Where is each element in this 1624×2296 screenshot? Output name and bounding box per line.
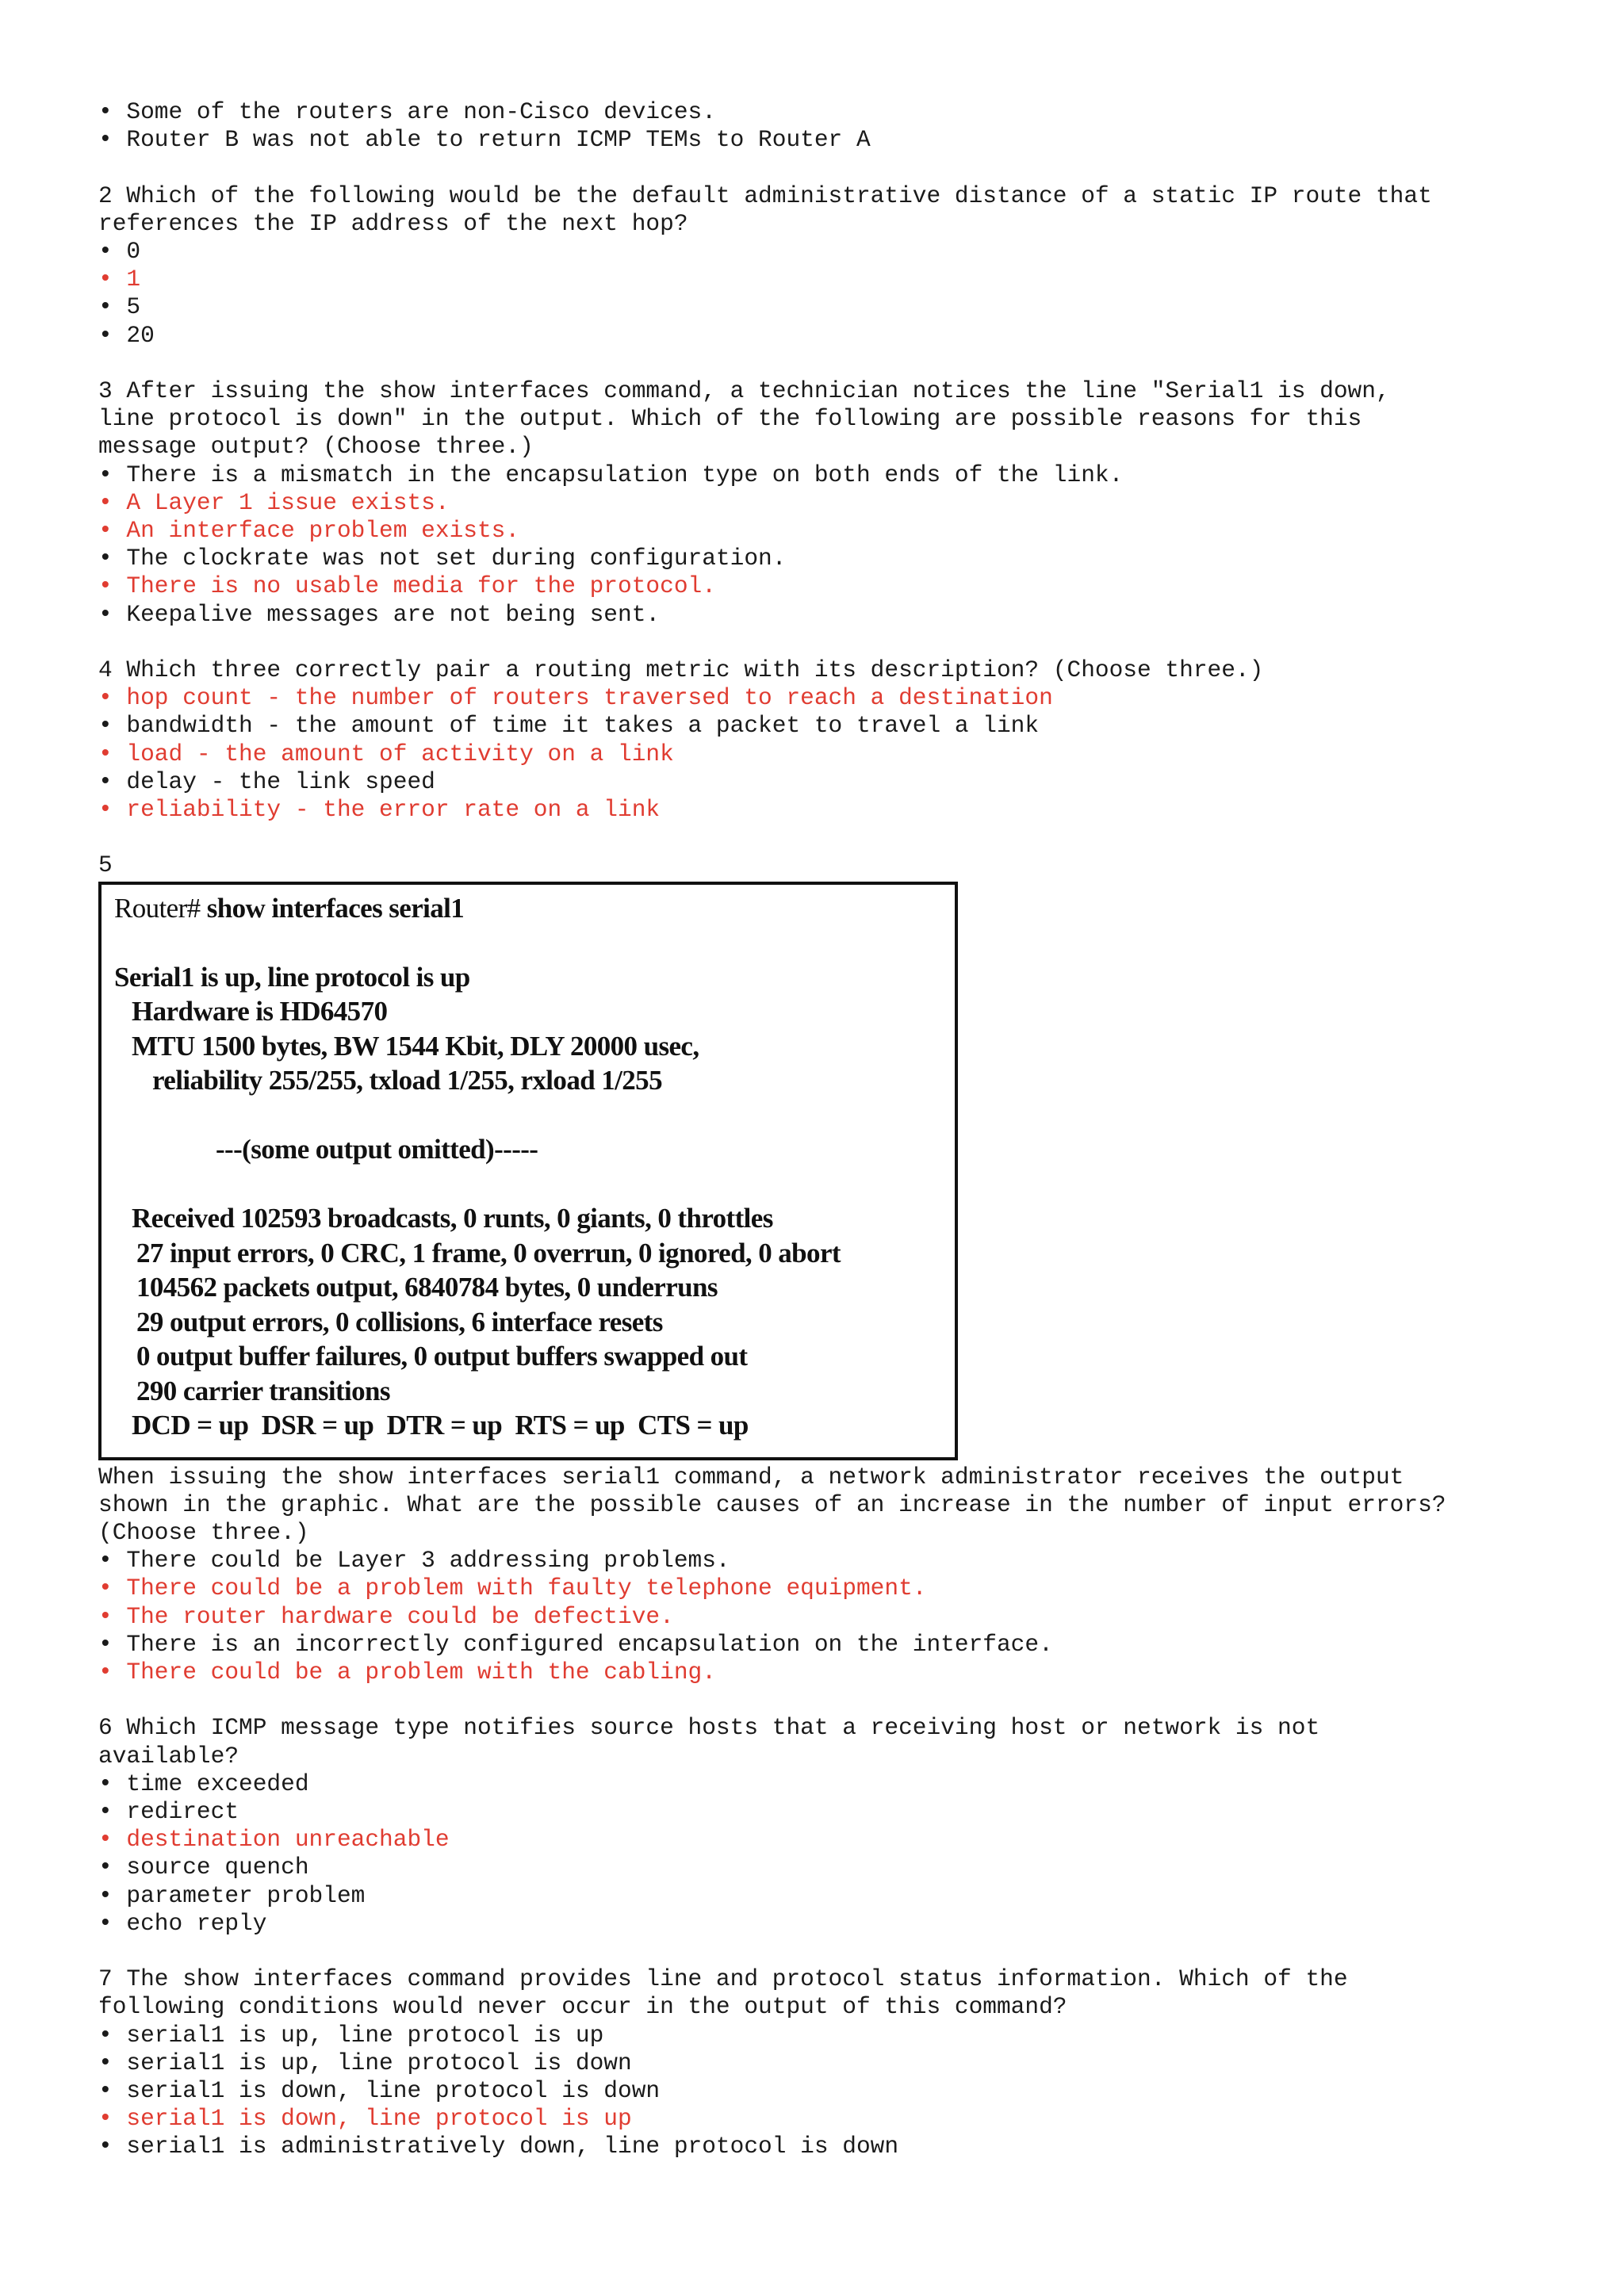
exhibit-command: show interfaces serial1 [206,892,465,924]
question-4 [98,656,1526,824]
answer-option: • There is a mismatch in the encapsulation type on both ends of the link. [98,461,1124,488]
question-text: 2 Which of the following would be the default administrative distance of a static IP route that [98,182,1432,209]
exhibit-output-errors: 29 output errors, 0 collisions, 6 interface resets [136,1306,663,1337]
correct-answer-option: • An interface problem exists. [98,517,520,545]
correct-answer-option: • There is no usable media for the protocol. [98,572,716,600]
exhibit-status: Serial1 is up, line protocol is up [114,961,470,993]
answer-option: • delay - the link speed [98,767,435,795]
correct-answer-option: • There could be a problem with the cabling. [98,1659,716,1686]
question-text: references the IP address of the next hop? [98,209,688,237]
correct-answer-option: • There could be a problem with faulty telephone equipment. [98,1575,927,1602]
exhibit-omitted: ---(some output omitted)----- [216,1134,538,1165]
answer-option: • 5 [98,293,141,321]
exhibit-mtu: MTU 1500 bytes, BW 1544 Kbit, DLY 20000 usec, [132,1030,699,1062]
answer-option: • parameter problem [98,1881,366,1909]
answer-option: • serial1 is down, line protocol is down [98,2077,661,2105]
answer-option: • source quench [98,1854,309,1881]
answer-option: • The clockrate was not set during configuration. [98,545,787,572]
question-2 [98,182,1526,350]
correct-answer-option: • destination unreachable [98,1826,450,1854]
question-text: line protocol is down" in the output. Which of the following are possible reasons for this [98,405,1362,433]
answer-option: • time exceeded [98,1770,309,1797]
previous-question-options [98,98,1526,154]
question-text: message output? (Choose three.) [98,433,534,461]
question-text: (Choose three.) [98,1519,309,1547]
question-5 [98,851,1526,1686]
correct-answer-option: • 1 [98,266,141,293]
exhibit-reliability: reliability 255/255, txload 1/255, rxload 1/255 [152,1065,662,1096]
answer-option: • redirect [98,1798,239,1826]
exhibit-command-line [114,891,955,926]
question-text: available? [98,1742,239,1770]
question-text: When issuing the show interfaces serial1 command, a network administrator receives the output [98,1463,1404,1490]
correct-answer-option: • A Layer 1 issue exists. [98,488,450,516]
question-text: 6 Which ICMP message type notifies source hosts that a receiving host or network is not [98,1714,1320,1742]
correct-answer-option: • The router hardware could be defective. [98,1602,674,1630]
correct-answer-option: • load - the amount of activity on a link [98,740,674,767]
answer-option: • echo reply [98,1909,267,1937]
question-6 [98,1714,1526,1938]
exhibit-received: Received 102593 broadcasts, 0 runts, 0 giants, 0 throttles [132,1203,773,1234]
question-7 [98,1965,1526,2160]
correct-answer-option: • hop count - the number of routers traversed to reach a destination [98,684,1053,712]
list-item: • Some of the routers are non-Cisco devices. [98,98,716,125]
exhibit-prompt: Router# [114,892,207,924]
answer-option: • Keepalive messages are not being sent. [98,600,661,628]
question-text: 4 Which three correctly pair a routing metric with its description? (Choose three.) [98,656,1264,684]
answer-option: • There is an incorrectly configured encapsulation on the interface. [98,1630,1053,1658]
exhibit-input-errors: 27 input errors, 0 CRC, 1 frame, 0 overrun, 0 ignored, 0 abort [136,1237,841,1269]
exhibit-packets-output: 104562 packets output, 6840784 bytes, 0 underruns [136,1272,718,1303]
answer-option: • There could be Layer 3 addressing problems. [98,1547,730,1575]
question-text: 3 After issuing the show interfaces command, a technician notices the line "Serial1 is down, [98,377,1390,404]
exhibit-hardware: Hardware is HD64570 [132,996,388,1027]
list-item: • Router B was not able to return ICMP TEMs to Router A [98,126,871,154]
answer-option: • serial1 is up, line protocol is down [98,2049,632,2076]
question-text: 7 The show interfaces command provides line and protocol status information. Which of the [98,1965,1348,1993]
question-3 [98,377,1526,629]
document-page [98,98,1526,2161]
router-output-exhibit [98,882,958,1460]
answer-option: • bandwidth - the amount of time it takes a packet to travel a link [98,712,1040,740]
answer-option: • 0 [98,238,141,265]
question-number: 5 [98,851,113,879]
answer-option: • 20 [98,321,155,349]
exhibit-signals: DCD = up DSR = up DTR = up RTS = up CTS = up [132,1410,749,1441]
question-text: following conditions would never occur in the output of this command? [98,1993,1067,2021]
question-text: shown in the graphic. What are the possible causes of an increase in the number of input errors? [98,1490,1446,1518]
correct-answer-option: • serial1 is down, line protocol is up [98,2105,632,2133]
answer-option: • serial1 is administratively down, line protocol is down [98,2133,899,2160]
answer-option: • serial1 is up, line protocol is up [98,2021,604,2049]
correct-answer-option: • reliability - the error rate on a link [98,796,661,824]
exhibit-buffer-failures: 0 output buffer failures, 0 output buffers swapped out [136,1341,748,1372]
exhibit-carrier: 290 carrier transitions [136,1375,390,1406]
